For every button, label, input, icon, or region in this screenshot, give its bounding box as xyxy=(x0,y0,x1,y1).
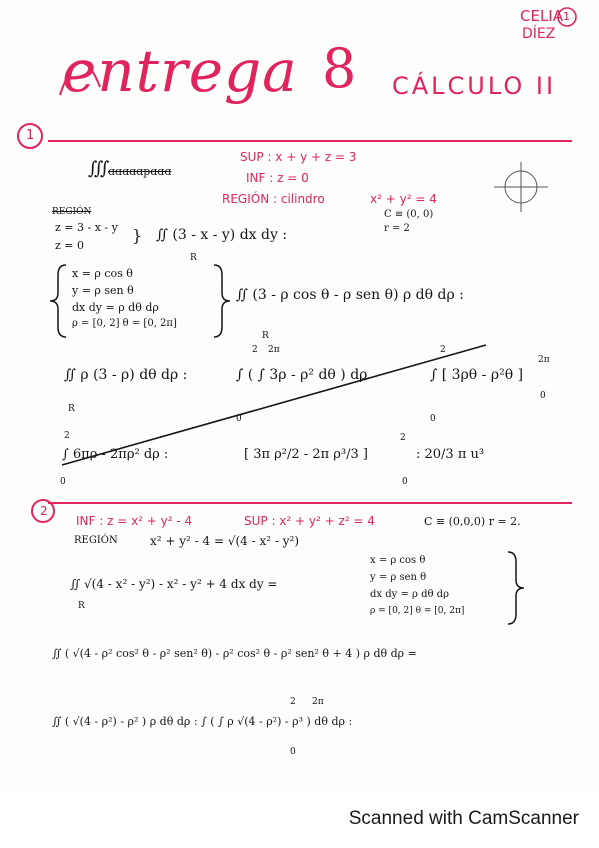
ex1-cylinder-eq: x² + y² = 4 xyxy=(370,192,437,206)
ex1-subs-limits: ρ = [0, 2] θ = [0, 2π] xyxy=(72,318,177,329)
ex1-integral-1: ∬ (3 - x - y) dx dy : xyxy=(156,227,288,243)
title-script: entrega xyxy=(62,37,298,105)
brace-right-1 xyxy=(214,265,230,337)
ex1-integral-4-upper-inner: 2π xyxy=(268,345,280,355)
ex2-subs-y: y = ρ sen θ xyxy=(370,572,427,583)
ex1-integral-6: ∫ 6πρ - 2πρ² dρ : xyxy=(62,447,169,462)
crosshair-doodle xyxy=(494,162,548,212)
ex2-integral-3-upper-inner: 2π xyxy=(312,697,324,707)
ex2-integral-2: ∬ ( √(4 - ρ² cos² θ - ρ² sen² θ) - ρ² cos² θ - ρ² sen² θ + 4 ) ρ dθ dρ = xyxy=(52,647,417,660)
ex1-integral-5-lower: 0 xyxy=(540,391,546,401)
ex1-sup: SUP : x + y + z = 3 xyxy=(240,150,357,164)
brace-left-1 xyxy=(50,265,66,337)
author-circle-number: 1 xyxy=(563,10,570,23)
ex1-integral-3-region: R xyxy=(68,404,75,414)
ex2-integral-3: ∬ ( √(4 - ρ²) - ρ² ) ρ dθ dρ : ∫ ( ∫ ρ √(4 - ρ²) - ρ³ ) dθ dρ : xyxy=(52,715,353,728)
ex1-integral-5-lim-low: 0 xyxy=(430,414,436,424)
ex1-inf: INF : z = 0 xyxy=(246,171,309,185)
exercise1-number: 1 xyxy=(26,128,35,143)
scanner-footer xyxy=(0,790,599,848)
ex1-result-upper: 2 xyxy=(400,433,406,443)
ex1-region: REGIÓN : cilindro xyxy=(222,192,325,206)
ex2-inf: INF : z = x² + y² - 4 xyxy=(76,514,193,528)
ex2-integral-1-region: R xyxy=(78,601,85,611)
ex2-integral-3-lower: 0 xyxy=(290,747,296,757)
ex1-result-lower: 0 xyxy=(402,477,408,487)
scanner-watermark: Scanned with CamScanner xyxy=(348,808,579,829)
ex1-integral-1-region: R xyxy=(190,253,197,263)
ex2-subs-x: x = ρ cos θ xyxy=(370,555,426,566)
ex1-integral-2: ∬ (3 - ρ cos θ - ρ sen θ) ρ dθ dρ : xyxy=(236,287,464,303)
ex1-subs-jacobian: dx dy = ρ dθ dρ xyxy=(72,301,159,314)
ex1-radius: r = 2 xyxy=(384,223,410,234)
ex1-integral-6-upper: 2 xyxy=(64,431,70,441)
ex1-integral-4: ∫ ( ∫ 3ρ - ρ² dθ ) dρ xyxy=(236,367,368,383)
ex2-region-label: REGIÓN xyxy=(74,535,118,546)
subject-title: CÁLCULO II xyxy=(392,72,557,100)
ex1-integral-4-upper-outer: 2 xyxy=(252,345,258,355)
ex1-integral-5-upper: 2π xyxy=(538,355,550,365)
ex2-subs-limits: ρ = [0, 2] θ = [0, 2π] xyxy=(370,606,465,616)
crossed-scribble: ɑɑɑɑɑpɑɑɑ xyxy=(108,165,172,178)
ex2-integral-1: ∬ √(4 - x² - y²) - x² - y² + 4 dx dy = xyxy=(70,577,278,591)
ex1-integral-3: ∬ ρ (3 - ρ) dθ dρ : xyxy=(64,367,188,383)
triple-integral-symbol: ∭ xyxy=(88,158,110,179)
ex1-result-value: : 20/3 π u³ xyxy=(416,447,485,462)
ex1-result-bracket: [ 3π ρ²/2 - 2π ρ³/3 ] xyxy=(244,447,368,462)
ex1-crossed-word: REGIÓN xyxy=(52,207,92,217)
brace-right-2 xyxy=(508,552,524,624)
author-first-name: CELIA xyxy=(520,7,563,25)
ex1-brace-arrow: } xyxy=(132,226,143,245)
ex2-sup: SUP : x² + y² + z² = 4 xyxy=(244,514,375,528)
ex1-integral-4-lower: 0 xyxy=(236,414,242,424)
ex2-region-eq: x² + y² - 4 = √(4 - x² - y²) xyxy=(150,534,300,548)
ex1-subs-y: y = ρ sen θ xyxy=(72,284,134,297)
ex1-z-upper: z = 3 - x - y xyxy=(55,221,118,234)
ex1-integral-6-lower: 0 xyxy=(60,477,66,487)
author-last-name: DÍEZ xyxy=(522,26,556,42)
exercise2-number: 2 xyxy=(40,504,48,518)
ex1-z-lower: z = 0 xyxy=(55,239,85,252)
ex1-subs-x: x = ρ cos θ xyxy=(72,267,133,280)
ex2-center-radius: C ≡ (0,0,0) r = 2. xyxy=(424,515,521,528)
ex1-integral-2-region: R xyxy=(262,331,269,341)
title-number: 8 xyxy=(322,37,357,100)
ex1-integral-5-lim-up: 2 xyxy=(440,345,446,355)
ex1-integral-5: ∫ [ 3ρθ - ρ²θ ] xyxy=(430,367,524,383)
ex2-integral-3-upper-outer: 2 xyxy=(290,697,296,707)
ex1-center: C ≡ (0, 0) xyxy=(384,209,434,220)
ex2-subs-jacobian: dx dy = ρ dθ dρ xyxy=(370,589,449,600)
